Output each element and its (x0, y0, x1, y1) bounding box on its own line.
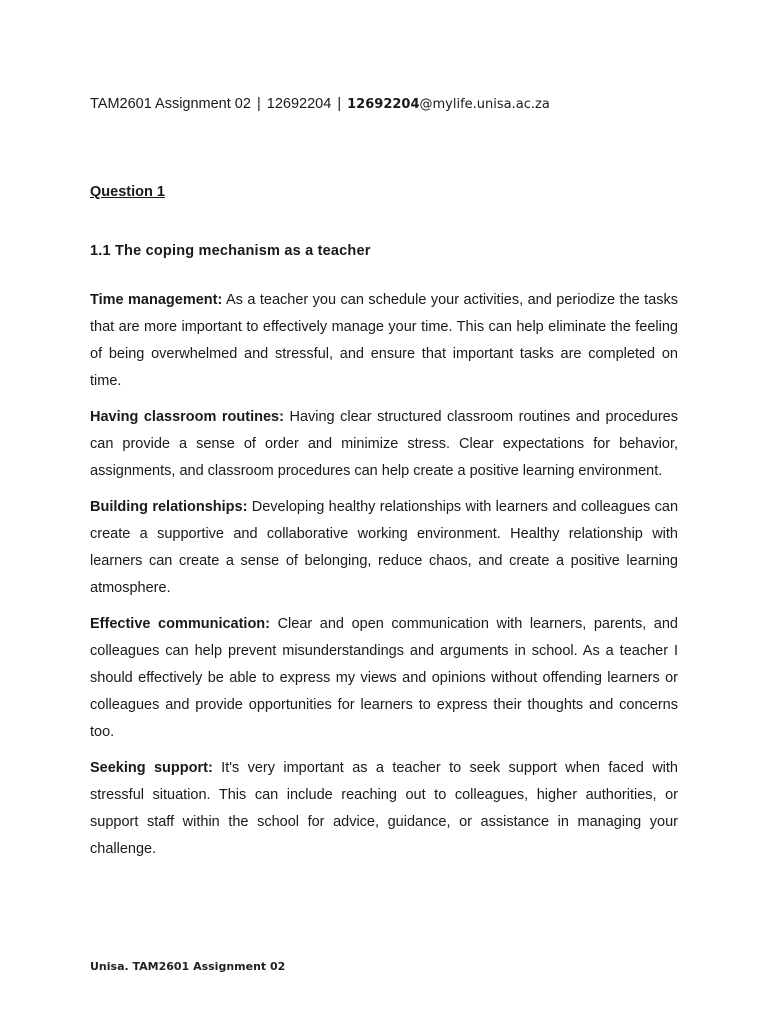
email-domain: @mylife.unisa.ac.za (419, 97, 550, 112)
paragraph-term: Seeking support: (90, 760, 213, 776)
paragraph-time-management (90, 287, 678, 395)
paragraph-text: Having clear structured classroom routines and procedures can provide a sense of order and minimize stress. Clear expectations for behavior, assignments, and classroom procedures can help create a positive learning environment. (90, 409, 678, 479)
paragraph-text: Clear and open communication with learners, parents, and colleagues can help prevent misunderstandings and arguments in school. As a teacher I should effectively be able to express my views and opinions without offending learners or colleagues and provide opportunities for learners to express their thoughts and concerns too. (90, 616, 678, 740)
question-title: Question 1 (90, 184, 165, 200)
paragraph-building-relationships (90, 494, 678, 602)
paragraph-text: Developing healthy relationships with learners and colleagues can create a supportive and collaborative working environment. Healthy relationship with learners can create a sense of belonging, reduce chaos, and create a positive learning atmosphere. (90, 499, 679, 596)
paragraph-term: Time management: (90, 292, 223, 308)
page-footer: Unisa. TAM2601 Assignment 02 (90, 960, 286, 973)
body-text (90, 287, 678, 872)
paragraph-text: As a teacher you can schedule your activities, and periodize the tasks that are more important to effectively manage your time. This can help eliminate the feeling of being overwhelmed and stressful, and ensure that important tasks are completed on time. (90, 292, 678, 389)
paragraph-classroom-routines (90, 404, 678, 485)
header-separator: | (256, 96, 261, 112)
email-user: 12692204 (347, 97, 420, 112)
paragraph-term: Having classroom routines: (90, 409, 284, 425)
paragraph-term: Building relationships: (90, 499, 248, 515)
paragraph-effective-communication (90, 611, 678, 746)
paragraph-seeking-support (90, 755, 678, 863)
page-header (90, 94, 550, 115)
header-separator: | (337, 96, 342, 112)
paragraph-term: Effective communication: (90, 616, 270, 632)
student-number: 12692204 (266, 96, 332, 112)
course-title: TAM2601 Assignment 02 (90, 96, 251, 112)
student-email (347, 97, 550, 112)
section-heading: 1.1 The coping mechanism as a teacher (90, 243, 371, 259)
paragraph-text: It's very important as a teacher to seek support when faced with stressful situation. This can include reaching out to colleagues, higher authorities, or support staff within the school for advice, guidance, or assistance in managing your challenge. (90, 760, 678, 857)
